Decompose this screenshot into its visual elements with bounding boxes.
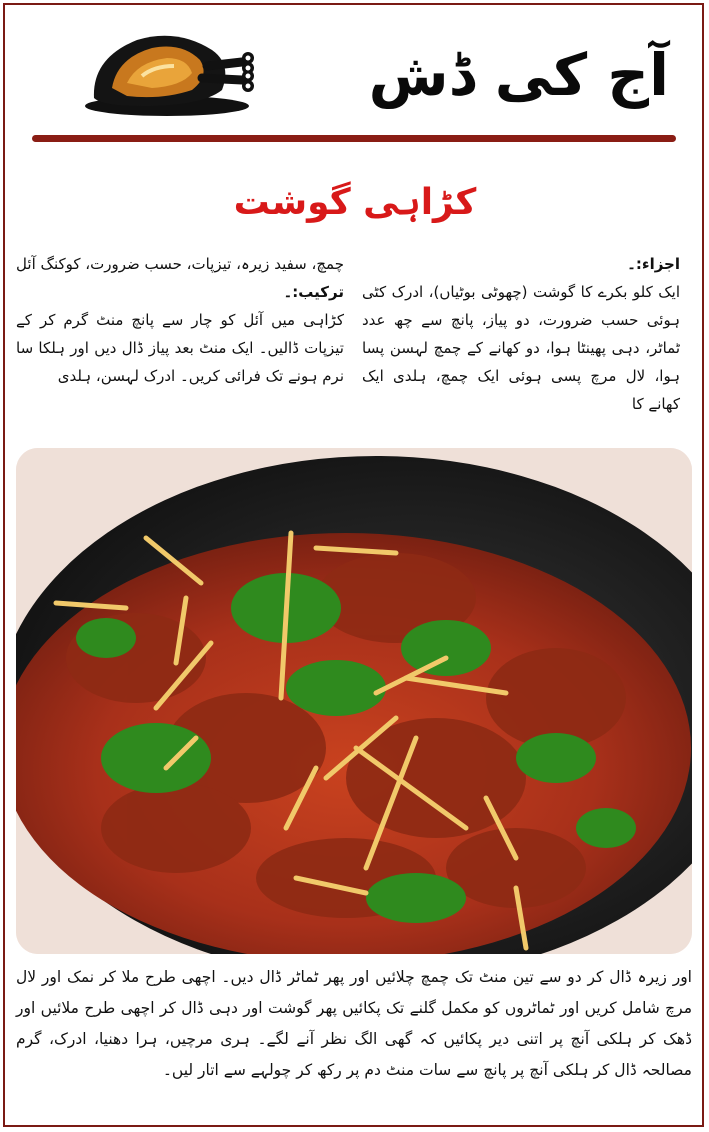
dish-title: کڑاہی گوشت [233,182,477,223]
method-column [16,250,344,440]
method-heading: ترکیب:۔ [283,283,344,301]
ingredients-column [362,250,680,440]
karahi-gosht-photo [16,448,692,954]
method-continued-text: اور زیرہ ڈال کر دو سے تین منٹ تک چمچ چلائیں اور پھر ٹماٹر ڈال دیں۔ اچھی طرح ملا کر نمک اور لال مرچ شامل کریں اور ٹماٹروں کو مکمل گلنے تک پکائیں پھر گوشت اور دہی ڈال کر اچھی طرح ملائیں اور ڈھک کر ہلکی آنچ پر اتنی دیر پکائیں کہ گھی الگ نظر آنے لگے۔ ہری مرچیں، ہرا دھنیا، ادرک، گرم مصالحہ ڈال کر ہلکی آنچ پر پانچ سے سات منٹ دم پر رکھ کر چولہے سے اتار لیں۔ [16,968,692,1079]
ingredients-heading: اجزاء:۔ [627,255,680,273]
ingredients-text: ایک کلو بکرے کا گوشت (چھوٹی بوٹیاں)، ادرک کٹی ہوئی حسب ضرورت، دو پیاز، پانچ سے چھ عدد ٹماٹر، دہی پھینٹا ہوا، دو کھانے کے چمچ لہسن پسا ہوا، لال مرچ پسی ہوئی ایک چمچ، ہلدی ایک کھانے کا [362,283,680,413]
roast-chicken-logo [82,28,267,120]
ingredients-continued: چمچ، سفید زیرہ، تیزپات، حسب ضرورت، کوکنگ آئل [16,255,344,273]
page-title: آج کی ڈش [368,41,669,109]
header-divider [32,135,676,142]
method-text: کڑاہی میں آئل کو چار سے پانچ منٹ گرم کر کے تیزپات ڈالیں۔ ایک منٹ بعد پیاز ڈال دیں اور ہلکا سا نرم ہونے تک فرائی کریں۔ ادرک لہسن، ہلدی [16,311,344,385]
